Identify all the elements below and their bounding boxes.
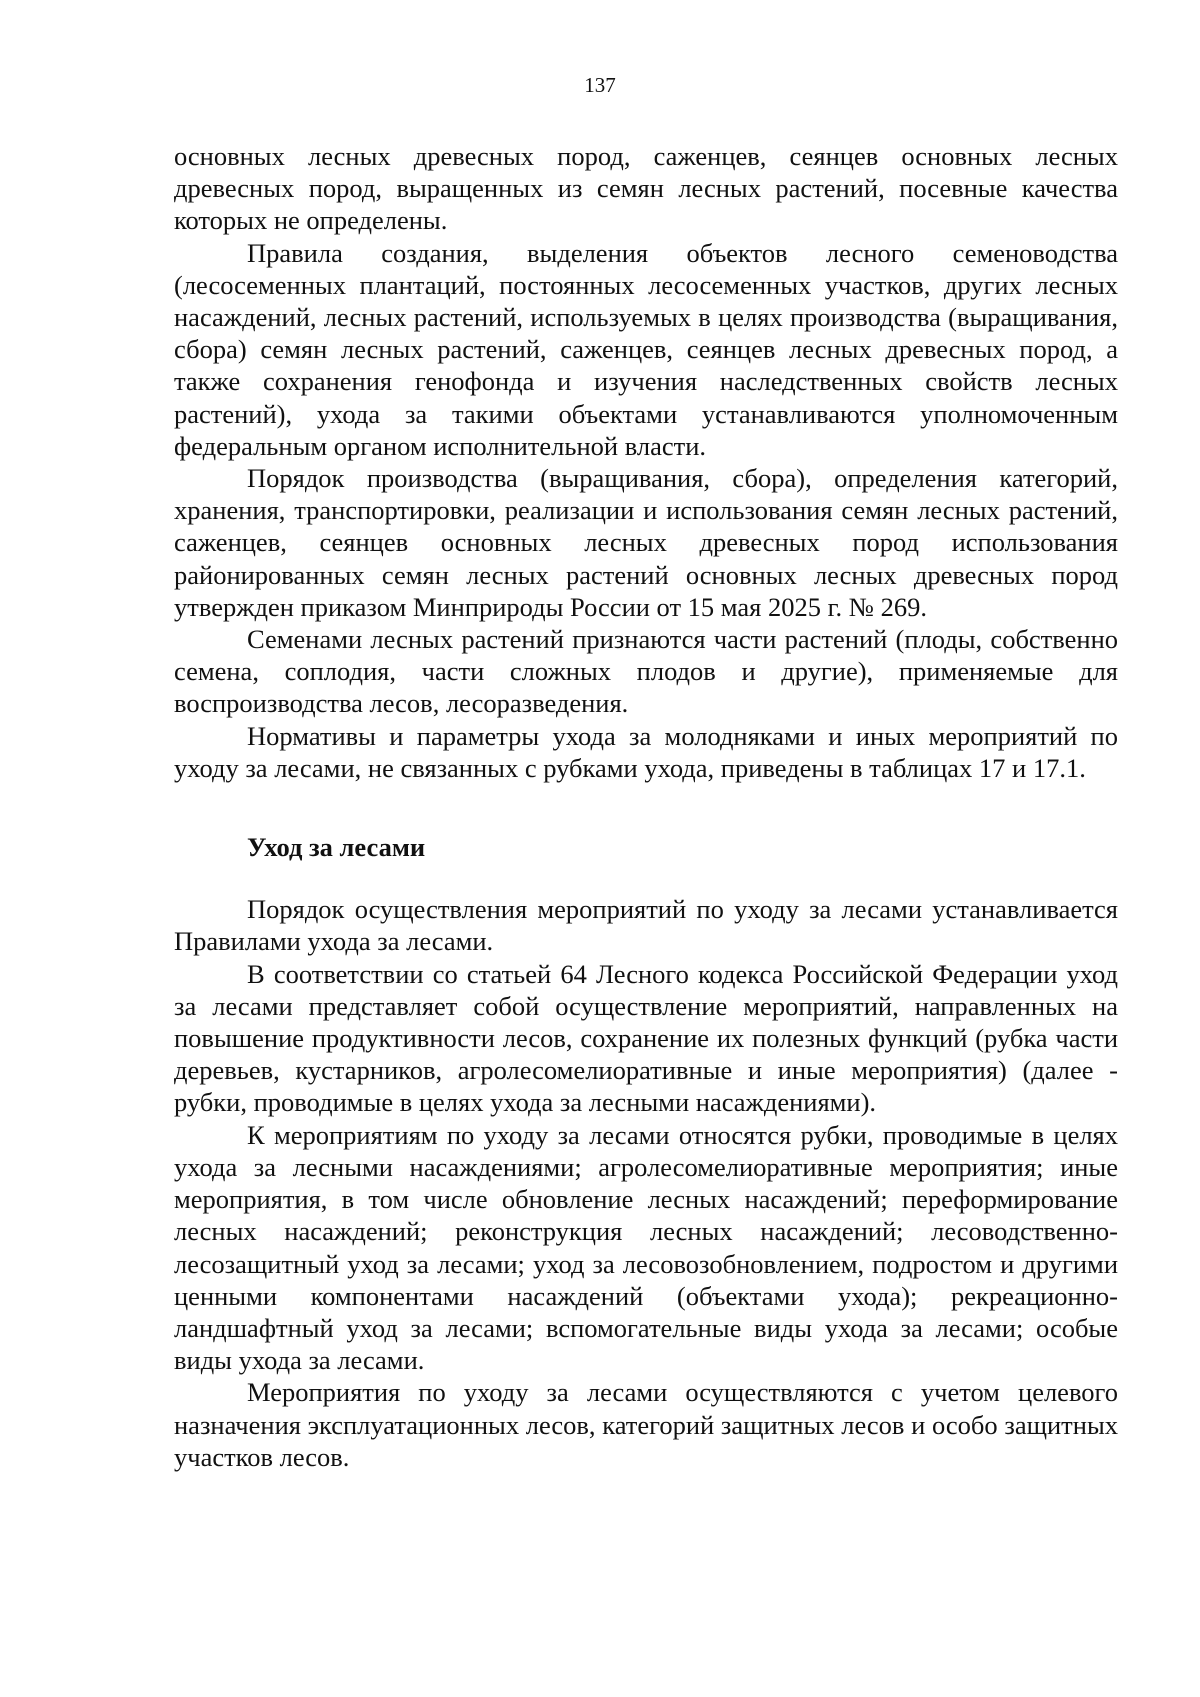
spacer — [174, 784, 1118, 831]
paragraph-forest-code-article: В соответствии со статьей 64 Лесного кодекса Российской Федерации уход за лесами представляет собой осуществление мероприятий, направленных на повышение продуктивности лесов, сохранение их полезных функций (рубка части деревьев, кустарников, агролесомелиоративные и иные мероприятия) (далее - рубки, проводимые в целях ухода за лесными насаждениями). — [174, 958, 1118, 1118]
spacer — [174, 863, 1118, 893]
paragraph-care-measures-list: К мероприятиям по уходу за лесами относятся рубки, проводимые в целях ухода за лесными насаждениями; агролесомелиоративные мероприятия; иные мероприятия, в том числе обновление лесных насаждений; переформирование лесных насаждений; реконструкция лесных насаждений; лесоводственно-лесозащитный уход за лесами; уход за лесовозобновлением, подростом и другими ценными компонентами насаждений (объектами ухода); рекреационно-ландшафтный уход за лесами; вспомогательные виды ухода за лесами; особые виды ухода за лесами. — [174, 1119, 1118, 1376]
section-heading: Уход за лесами — [247, 832, 426, 863]
paragraph-seed-definition: Семенами лесных растений признаются части растений (плоды, собственно семена, соплодия, части сложных плодов и другие), применяемые для воспроизводства лесов, лесоразведения. — [174, 624, 1118, 719]
page-number: 137 — [584, 73, 616, 97]
paragraph-care-norms: Нормативы и параметры ухода за молодняками и иных мероприятий по уходу за лесами, не связанных с рубками ухода, приведены в таблицах 17 и 17.1. — [174, 720, 1118, 783]
paragraph-seed-objects-rules: Правила создания, выделения объектов лесного семеноводства (лесосеменных плантаций, постоянных лесосеменных участков, других лесных насаждений, лесных растений, используемых в целях производства (выращивания, сбора) семян лесных растений, саженцев, сеянцев лесных древесных пород, а также сохранения генофонда и изучения наследственных свойств лесных растений), ухода за такими объектами устанавливаются уполномоченным федеральным органом исполнительной власти. — [174, 237, 1118, 461]
paragraph-continuation: основных лесных древесных пород, саженцев, сеянцев основных лесных древесных пород, выращенных из семян лесных растений, посевные качества которых не определены. — [174, 141, 1118, 236]
paragraph-care-procedure: Порядок осуществления мероприятий по уходу за лесами устанавливается Правилами ухода за лесами. — [174, 894, 1118, 957]
page-body — [174, 140, 1118, 1473]
paragraph-seed-production-order: Порядок производства (выращивания, сбора), определения категорий, хранения, транспортировки, реализации и использования семян лесных растений, саженцев, сеянцев основных лесных древесных пород использования районированных семян лесных растений основных лесных древесных пород утвержден приказом Минприроды России от 15 мая 2025 г. № 269. — [174, 463, 1118, 622]
paragraph-care-purpose: Мероприятия по уходу за лесами осуществляются с учетом целевого назначения эксплуатационных лесов, категорий защитных лесов и особо защитных участков лесов. — [174, 1377, 1118, 1472]
